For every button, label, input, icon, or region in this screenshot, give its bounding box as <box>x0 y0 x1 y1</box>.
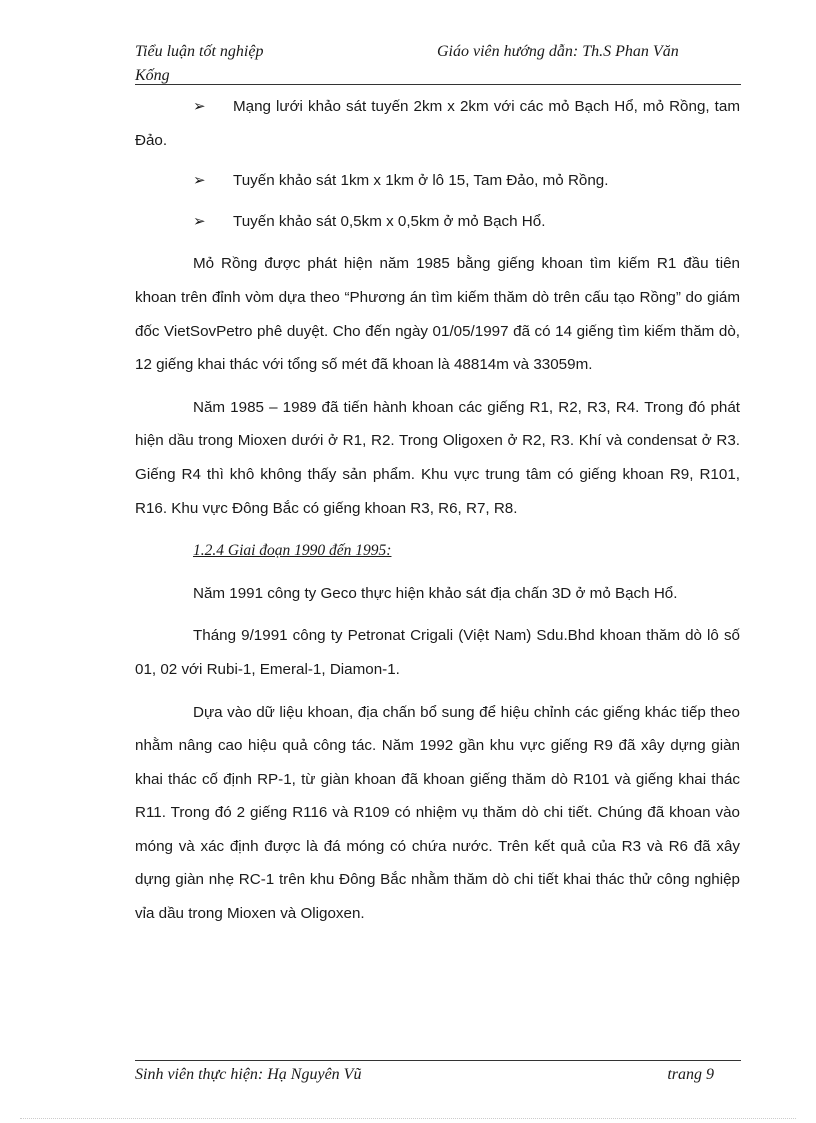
header-left-text: Tiểu luận tốt nghiệp <box>135 43 264 60</box>
header-left-title <box>135 40 335 88</box>
bullet-text: Tuyến khảo sát 1km x 1km ở lô 15, Tam Đảo, mỏ Rồng. <box>233 172 609 190</box>
header-divider <box>135 84 741 85</box>
header-advisor: Giáo viên hướng dẫn: Th.S Phan Văn <box>437 43 679 60</box>
footer-student: Sinh viên thực hiện: Hạ Nguyên Vũ <box>135 1066 362 1083</box>
bullet-text: Mạng lưới khảo sát tuyến 2km x 2km với các mỏ Bạch Hổ, mỏ Rồng, tam Đảo. <box>135 98 740 149</box>
footer-divider <box>135 1060 741 1061</box>
paragraph: Năm 1985 – 1989 đã tiến hành khoan các giếng R1, R2, R3, R4. Trong đó phát hiện dầu trong Mioxen dưới ở R1, R2. Trong Oligoxen ở R2, R3. Khí và condensat ở R3. Giếng R4 thì khô không thấy sản phẩm. Khu vực trung tâm có giếng khoan R9, R101, R16. Khu vực Đông Bắc có giếng khoan R3, R6, R7, R8. <box>135 398 740 517</box>
paragraph: Năm 1991 công ty Geco thực hiện khảo sát địa chấn 3D ở mỏ Bạch Hổ. <box>193 584 678 602</box>
bullet-item <box>135 205 740 239</box>
bullet-item <box>135 164 740 198</box>
section-heading: 1.2.4 Giai đoạn 1990 đến 1995: <box>193 542 392 560</box>
paragraph: Mỏ Rồng được phát hiện năm 1985 bằng giếng khoan tìm kiếm R1 đầu tiên khoan trên đỉnh vòm dựa theo “Phương án tìm kiếm thăm dò trên cấu tạo Rồng” do giám đốc VietSovPetro phê duyệt. Cho đến ngày 01/05/1997 đã có 14 giếng tìm kiếm thăm dò, 12 giếng khai thác với tổng số mét đã khoan là 48814m và 33059m. <box>135 255 740 374</box>
paragraph: Tháng 9/1991 công ty Petronat Crigali (Việt Nam) Sdu.Bhd khoan thăm dò lô số 01, 02 với Rubi-1, Emeral-1, Diamon-1. <box>135 627 740 678</box>
document-body <box>135 86 740 931</box>
page-footer <box>135 1066 741 1084</box>
header-right-wrap-text: Kống <box>135 67 170 84</box>
arrow-bullet-icon: ➢ <box>193 172 206 190</box>
page-edge-divider <box>20 1118 796 1119</box>
page-number: trang 9 <box>667 1066 714 1083</box>
arrow-bullet-icon: ➢ <box>193 98 206 115</box>
arrow-bullet-icon: ➢ <box>193 212 206 230</box>
bullet-text: Tuyến khảo sát 0,5km x 0,5km ở mỏ Bạch Hổ. <box>233 212 546 230</box>
bullet-item <box>135 90 740 157</box>
paragraph: Dựa vào dữ liệu khoan, địa chấn bổ sung để hiệu chỉnh các giếng khác tiếp theo nhằm nâng cao hiệu quả công tác. Năm 1992 gần khu vực giếng R9 đã xây dựng giàn khai thác cố định RP-1, từ giàn khoan đã khoan giếng thăm dò R101 và giếng khai thác R11. Trong đó 2 giếng R116 và R109 có nhiệm vụ thăm dò chi tiết. Chúng đã khoan vào móng và xác định được là đá móng có chứa nước. Trên kết quả của R3 và R6 đã xây dựng giàn nhẹ RC-1 trên khu Đông Bắc nhằm thăm dò chi tiết khai thác thử công nghiệp vỉa dầu trong Mioxen và Oligoxen. <box>135 703 740 923</box>
